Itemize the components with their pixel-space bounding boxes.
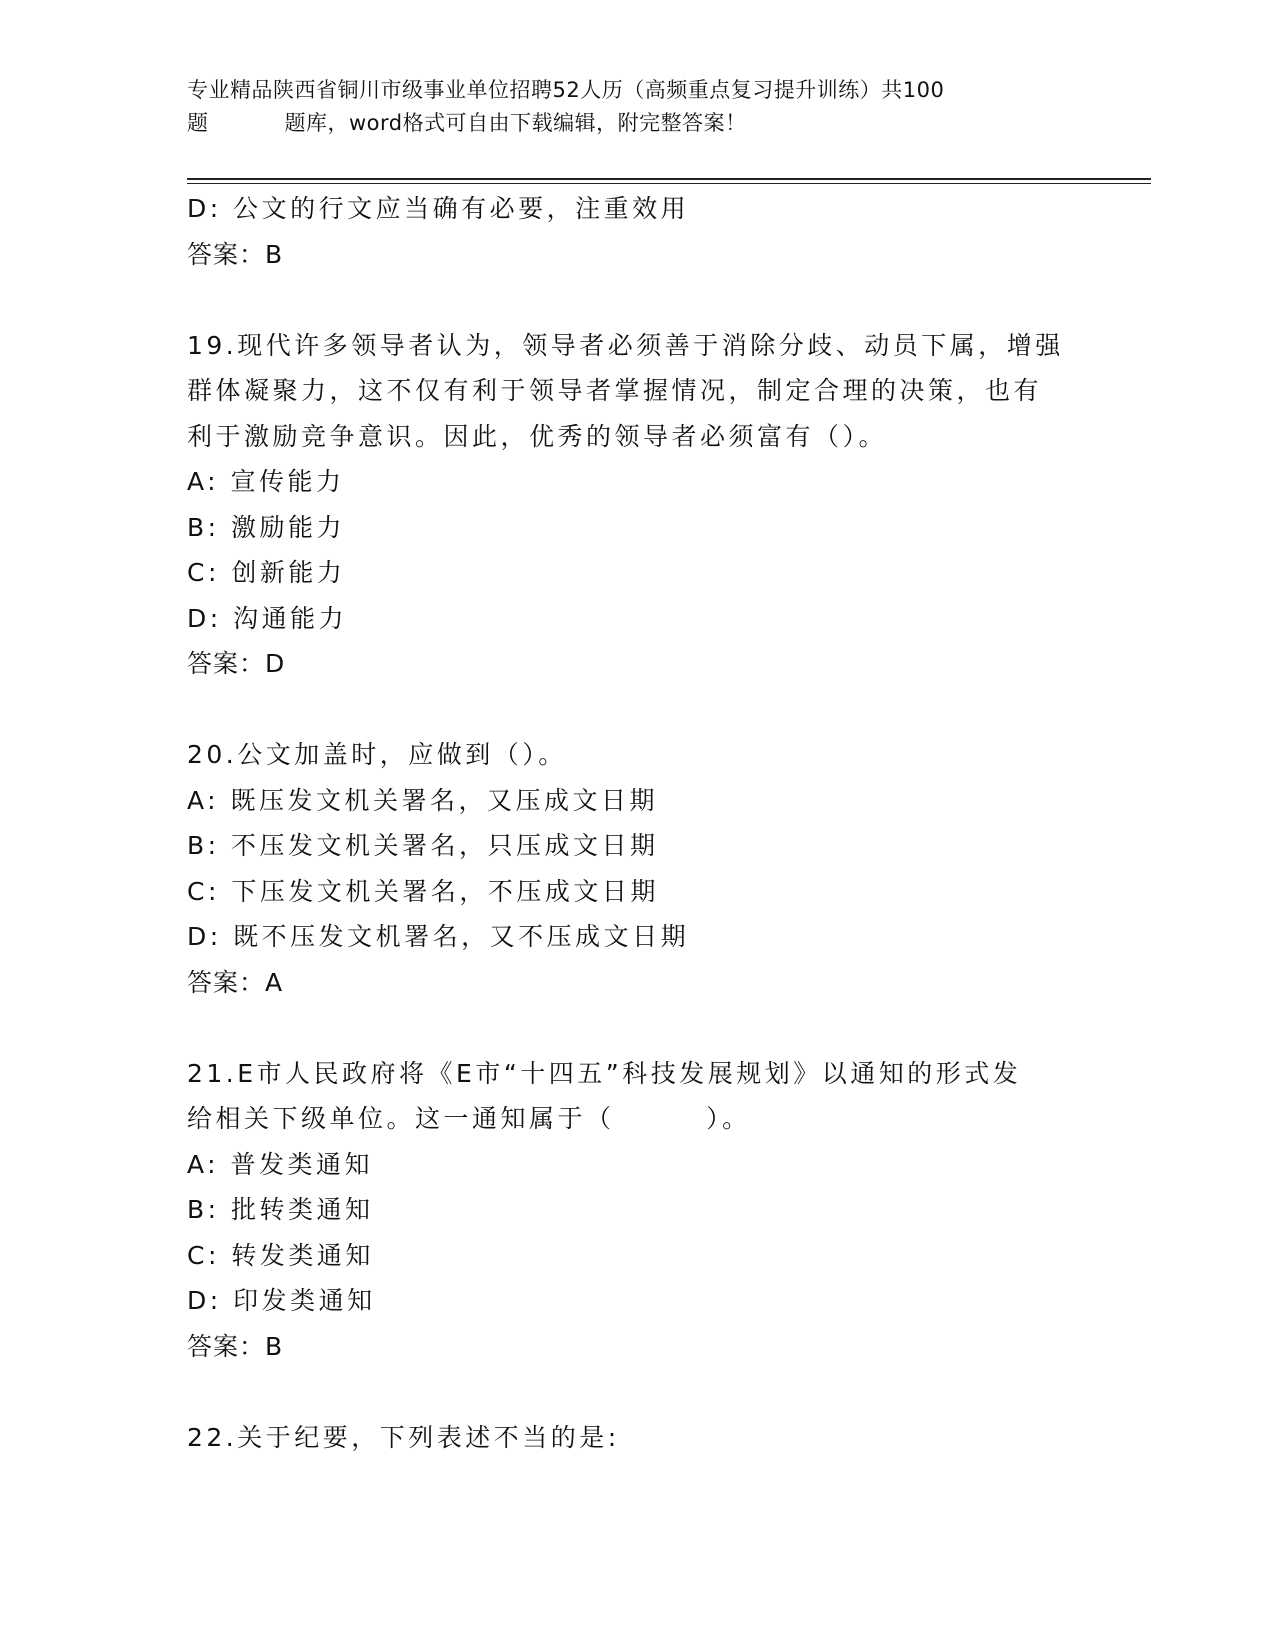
question-19-option-a: A: 宣传能力 [187,467,345,496]
question-20-option-d: D: 既不压发文机署名，又不压成文日期 [187,922,690,951]
question-19-option-b: B: 激励能力 [187,512,346,542]
question-21-option-b: B: 批转类通知 [187,1195,374,1224]
page-header [187,74,1067,140]
question-20 [187,732,1087,1005]
question-20-option-b: B: 不压发文机关署名，只压成文日期 [187,831,659,860]
question-20-option-a: A: 既压发文机关署名，又压成文日期 [187,785,659,815]
question-21-option-d: D: 印发类通知 [187,1286,376,1315]
question-20-answer: 答案：A [187,967,284,997]
question-20-option-c: C: 下压发文机关署名，不压成文日期 [187,876,659,906]
header-divider [187,178,1151,184]
header-title-line2-head: 题 [187,111,209,135]
question-19 [187,323,1087,687]
spacer [187,1369,1087,1415]
question-20-stem-line1: 20.公文加盖时，应做到（）。 [187,740,567,769]
question-22 [187,1415,1087,1461]
question-21-stem-line1: 21.E市人民政府将《E市“十四五”科技发展规划》以通知的形式发 [187,1058,1022,1088]
question-19-answer: 答案：D [187,649,286,678]
question-21-option-c: C: 转发类通知 [187,1240,374,1270]
question-content [187,186,1087,1460]
question-22-stem-line1: 22.关于纪要，下列表述不当的是: [187,1422,620,1452]
question-21-answer: 答案：B [187,1331,284,1361]
question-21-stem-line2: 给相关下级单位。这一通知属于（ ）。 [187,1104,751,1133]
prev-option-d: D: 公文的行文应当确有必要，注重效用 [187,194,690,223]
question-21 [187,1051,1087,1370]
question-19-option-c: C: 创新能力 [187,558,346,587]
prev-answer: 答案：B [187,239,284,269]
spacer [187,687,1087,733]
header-title-line2-tail: 题库，word格式可自由下载编辑，附完整答案！ [284,111,747,135]
question-19-stem-line3: 利于激励竞争意识。因此，优秀的领导者必须富有（）。 [187,421,888,451]
question-21-option-a: A: 普发类通知 [187,1149,374,1179]
spacer [187,277,1087,323]
question-19-option-d: D: 沟通能力 [187,603,348,633]
question-19-stem-line1: 19.现代许多领导者认为，领导者必须善于消除分歧、动员下属，增强 [187,330,1064,360]
header-title-line1: 专业精品陕西省铜川市级事业单位招聘52人历（高频重点复习提升训练）共100 [187,78,945,102]
header-title-line2 [187,107,1067,140]
spacer [187,1005,1087,1051]
question-19-stem-line2: 群体凝聚力，这不仅有利于领导者掌握情况，制定合理的决策，也有 [187,376,1043,405]
